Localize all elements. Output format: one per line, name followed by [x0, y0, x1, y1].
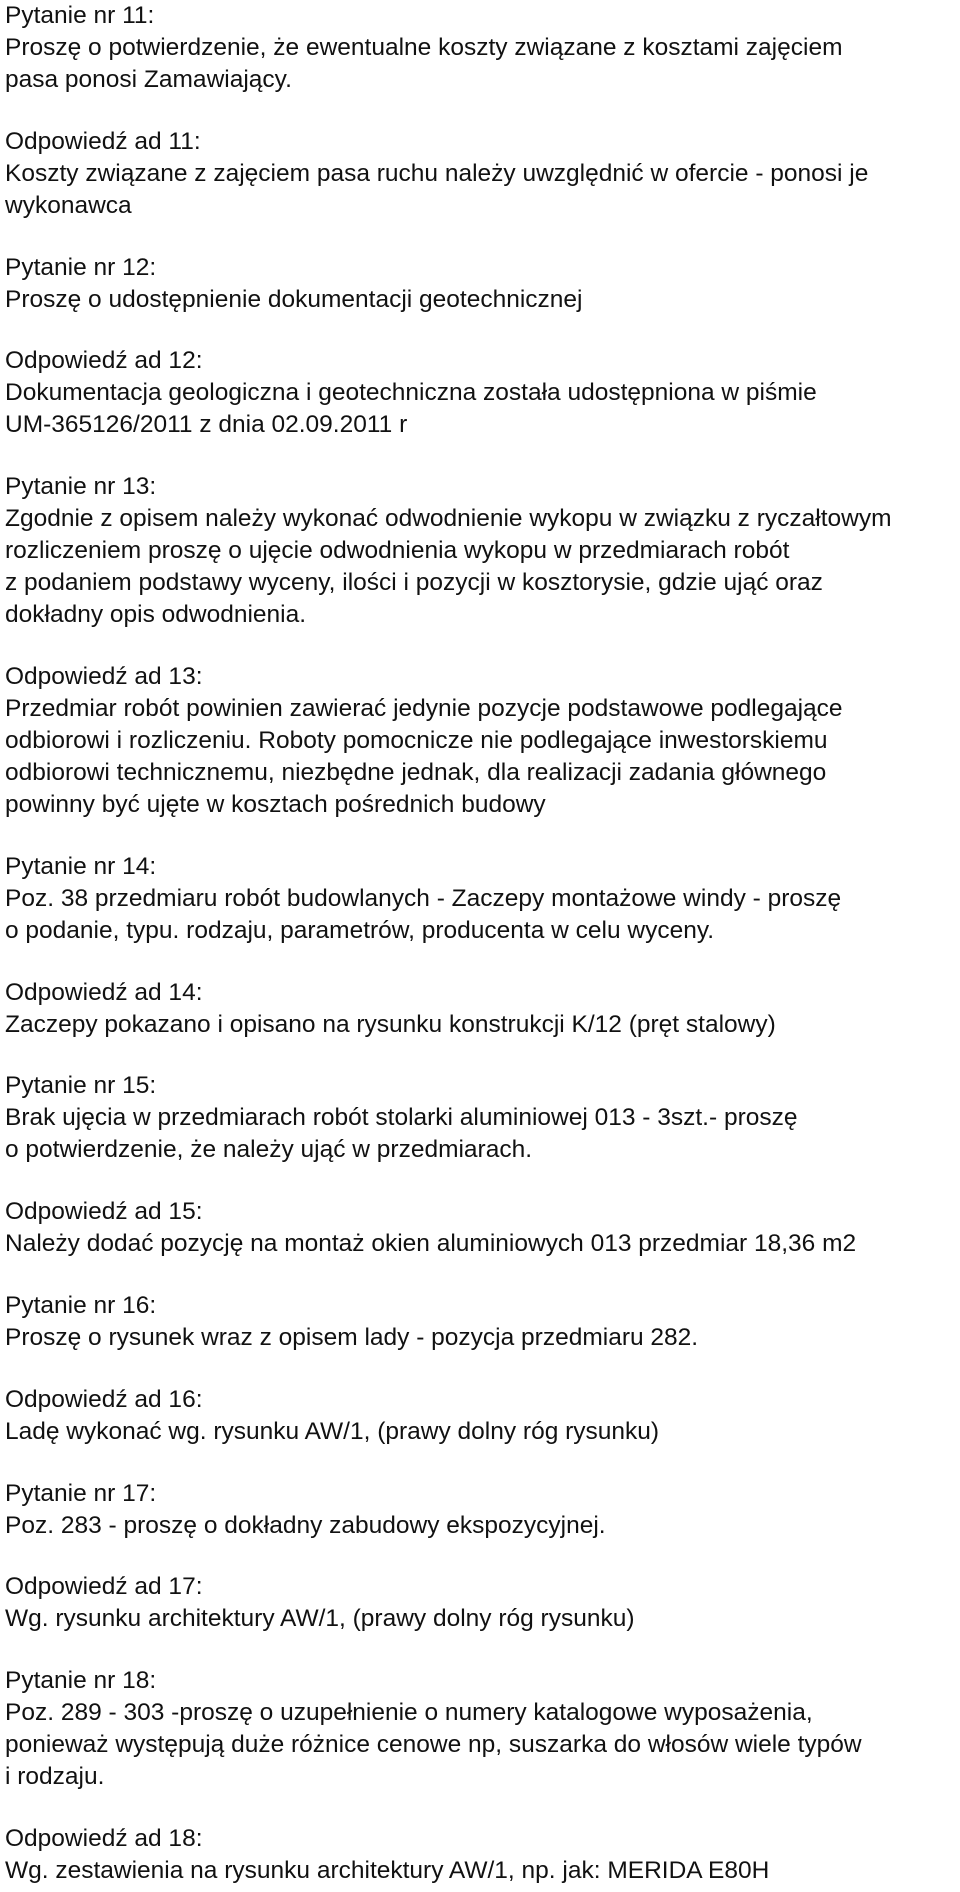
question-11-text-line-1: Proszę o potwierdzenie, że ewentualne koszty związane z kosztami zajęciem [5, 34, 843, 61]
answer-17-heading: Odpowiedź ad 17: [5, 1573, 203, 1600]
question-12-heading: Pytanie nr 12: [5, 254, 157, 281]
answer-12-heading: Odpowiedź ad 12: [5, 347, 203, 374]
question-14-heading: Pytanie nr 14: [5, 853, 157, 880]
answer-12-text-line-2: UM-365126/2011 z dnia 02.09.2011 r [5, 411, 408, 438]
question-18-text-line-3: i rodzaju. [5, 1763, 105, 1790]
question-13-text-line-4: dokładny opis odwodnienia. [5, 601, 307, 628]
question-17-heading: Pytanie nr 17: [5, 1480, 157, 1507]
question-15-heading: Pytanie nr 15: [5, 1072, 157, 1099]
answer-13-heading: Odpowiedź ad 13: [5, 663, 203, 690]
answer-11-text-line-2: wykonawca [5, 192, 132, 219]
answer-13-text-line-4: powinny być ujęte w kosztach pośrednich budowy [5, 791, 546, 818]
question-11-text-line-2: pasa ponosi Zamawiający. [5, 66, 292, 93]
answer-13-text-line-3: odbiorowi technicznemu, niezbędne jednak, dla realizacji zadania głównego [5, 759, 827, 786]
question-16-heading: Pytanie nr 16: [5, 1292, 157, 1319]
question-17-text: Poz. 283 - proszę o dokładny zabudowy ekspozycyjnej. [5, 1512, 606, 1539]
answer-18-text: Wg. zestawienia na rysunku architektury AW/1, np. jak: MERIDA E80H [5, 1857, 770, 1884]
answer-15-heading: Odpowiedź ad 15: [5, 1198, 203, 1225]
answer-12-text-line-1: Dokumentacja geologiczna i geotechniczna została udostępniona w piśmie [5, 379, 817, 406]
question-14-text-line-2: o podanie, typu. rodzaju, parametrów, producenta w celu wyceny. [5, 917, 715, 944]
answer-14-heading: Odpowiedź ad 14: [5, 979, 203, 1006]
question-15-text-line-2: o potwierdzenie, że należy ująć w przedmiarach. [5, 1136, 533, 1163]
question-18-text-line-1: Poz. 289 - 303 -proszę o uzupełnienie o numery katalogowe wyposażenia, [5, 1699, 813, 1726]
answer-13-text-line-2: odbiorowi i rozliczeniu. Roboty pomocnicze nie podlegające inwestorskiemu [5, 727, 828, 754]
question-13-heading: Pytanie nr 13: [5, 473, 157, 500]
question-13-text-line-1: Zgodnie z opisem należy wykonać odwodnienie wykopu w związku z ryczałtowym [5, 505, 892, 532]
answer-13-text-line-1: Przedmiar robót powinien zawierać jedynie pozycje podstawowe podlegające [5, 695, 843, 722]
answer-15-text: Należy dodać pozycję na montaż okien aluminiowych 013 przedmiar 18,36 m2 [5, 1230, 857, 1257]
answer-11-text-line-1: Koszty związane z zajęciem pasa ruchu należy uwzględnić w ofercie - ponosi je [5, 160, 869, 187]
answer-18-heading: Odpowiedź ad 18: [5, 1825, 203, 1852]
answer-16-heading: Odpowiedź ad 16: [5, 1386, 203, 1413]
answer-17-text: Wg. rysunku architektury AW/1, (prawy dolny róg rysunku) [5, 1605, 635, 1632]
question-18-text-line-2: ponieważ występują duże różnice cenowe np, suszarka do włosów wiele typów [5, 1731, 862, 1758]
question-13-text-line-3: z podaniem podstawy wyceny, ilości i pozycji w kosztorysie, gdzie ująć oraz [5, 569, 823, 596]
question-12-text: Proszę o udostępnienie dokumentacji geotechnicznej [5, 286, 583, 313]
question-11-heading: Pytanie nr 11: [5, 2, 155, 29]
question-13-text-line-2: rozliczeniem proszę o ujęcie odwodnienia wykopu w przedmiarach robót [5, 537, 790, 564]
answer-16-text: Ladę wykonać wg. rysunku AW/1, (prawy dolny róg rysunku) [5, 1418, 660, 1445]
answer-14-text: Zaczepy pokazano i opisano na rysunku konstrukcji K/12 (pręt stalowy) [5, 1011, 776, 1038]
question-14-text-line-1: Poz. 38 przedmiaru robót budowlanych - Zaczepy montażowe windy - proszę [5, 885, 842, 912]
question-16-text: Proszę o rysunek wraz z opisem lady - pozycja przedmiaru 282. [5, 1324, 699, 1351]
answer-11-heading: Odpowiedź ad 11: [5, 128, 201, 155]
question-15-text-line-1: Brak ujęcia w przedmiarach robót stolarki aluminiowej 013 - 3szt.- proszę [5, 1104, 798, 1131]
question-18-heading: Pytanie nr 18: [5, 1667, 157, 1694]
